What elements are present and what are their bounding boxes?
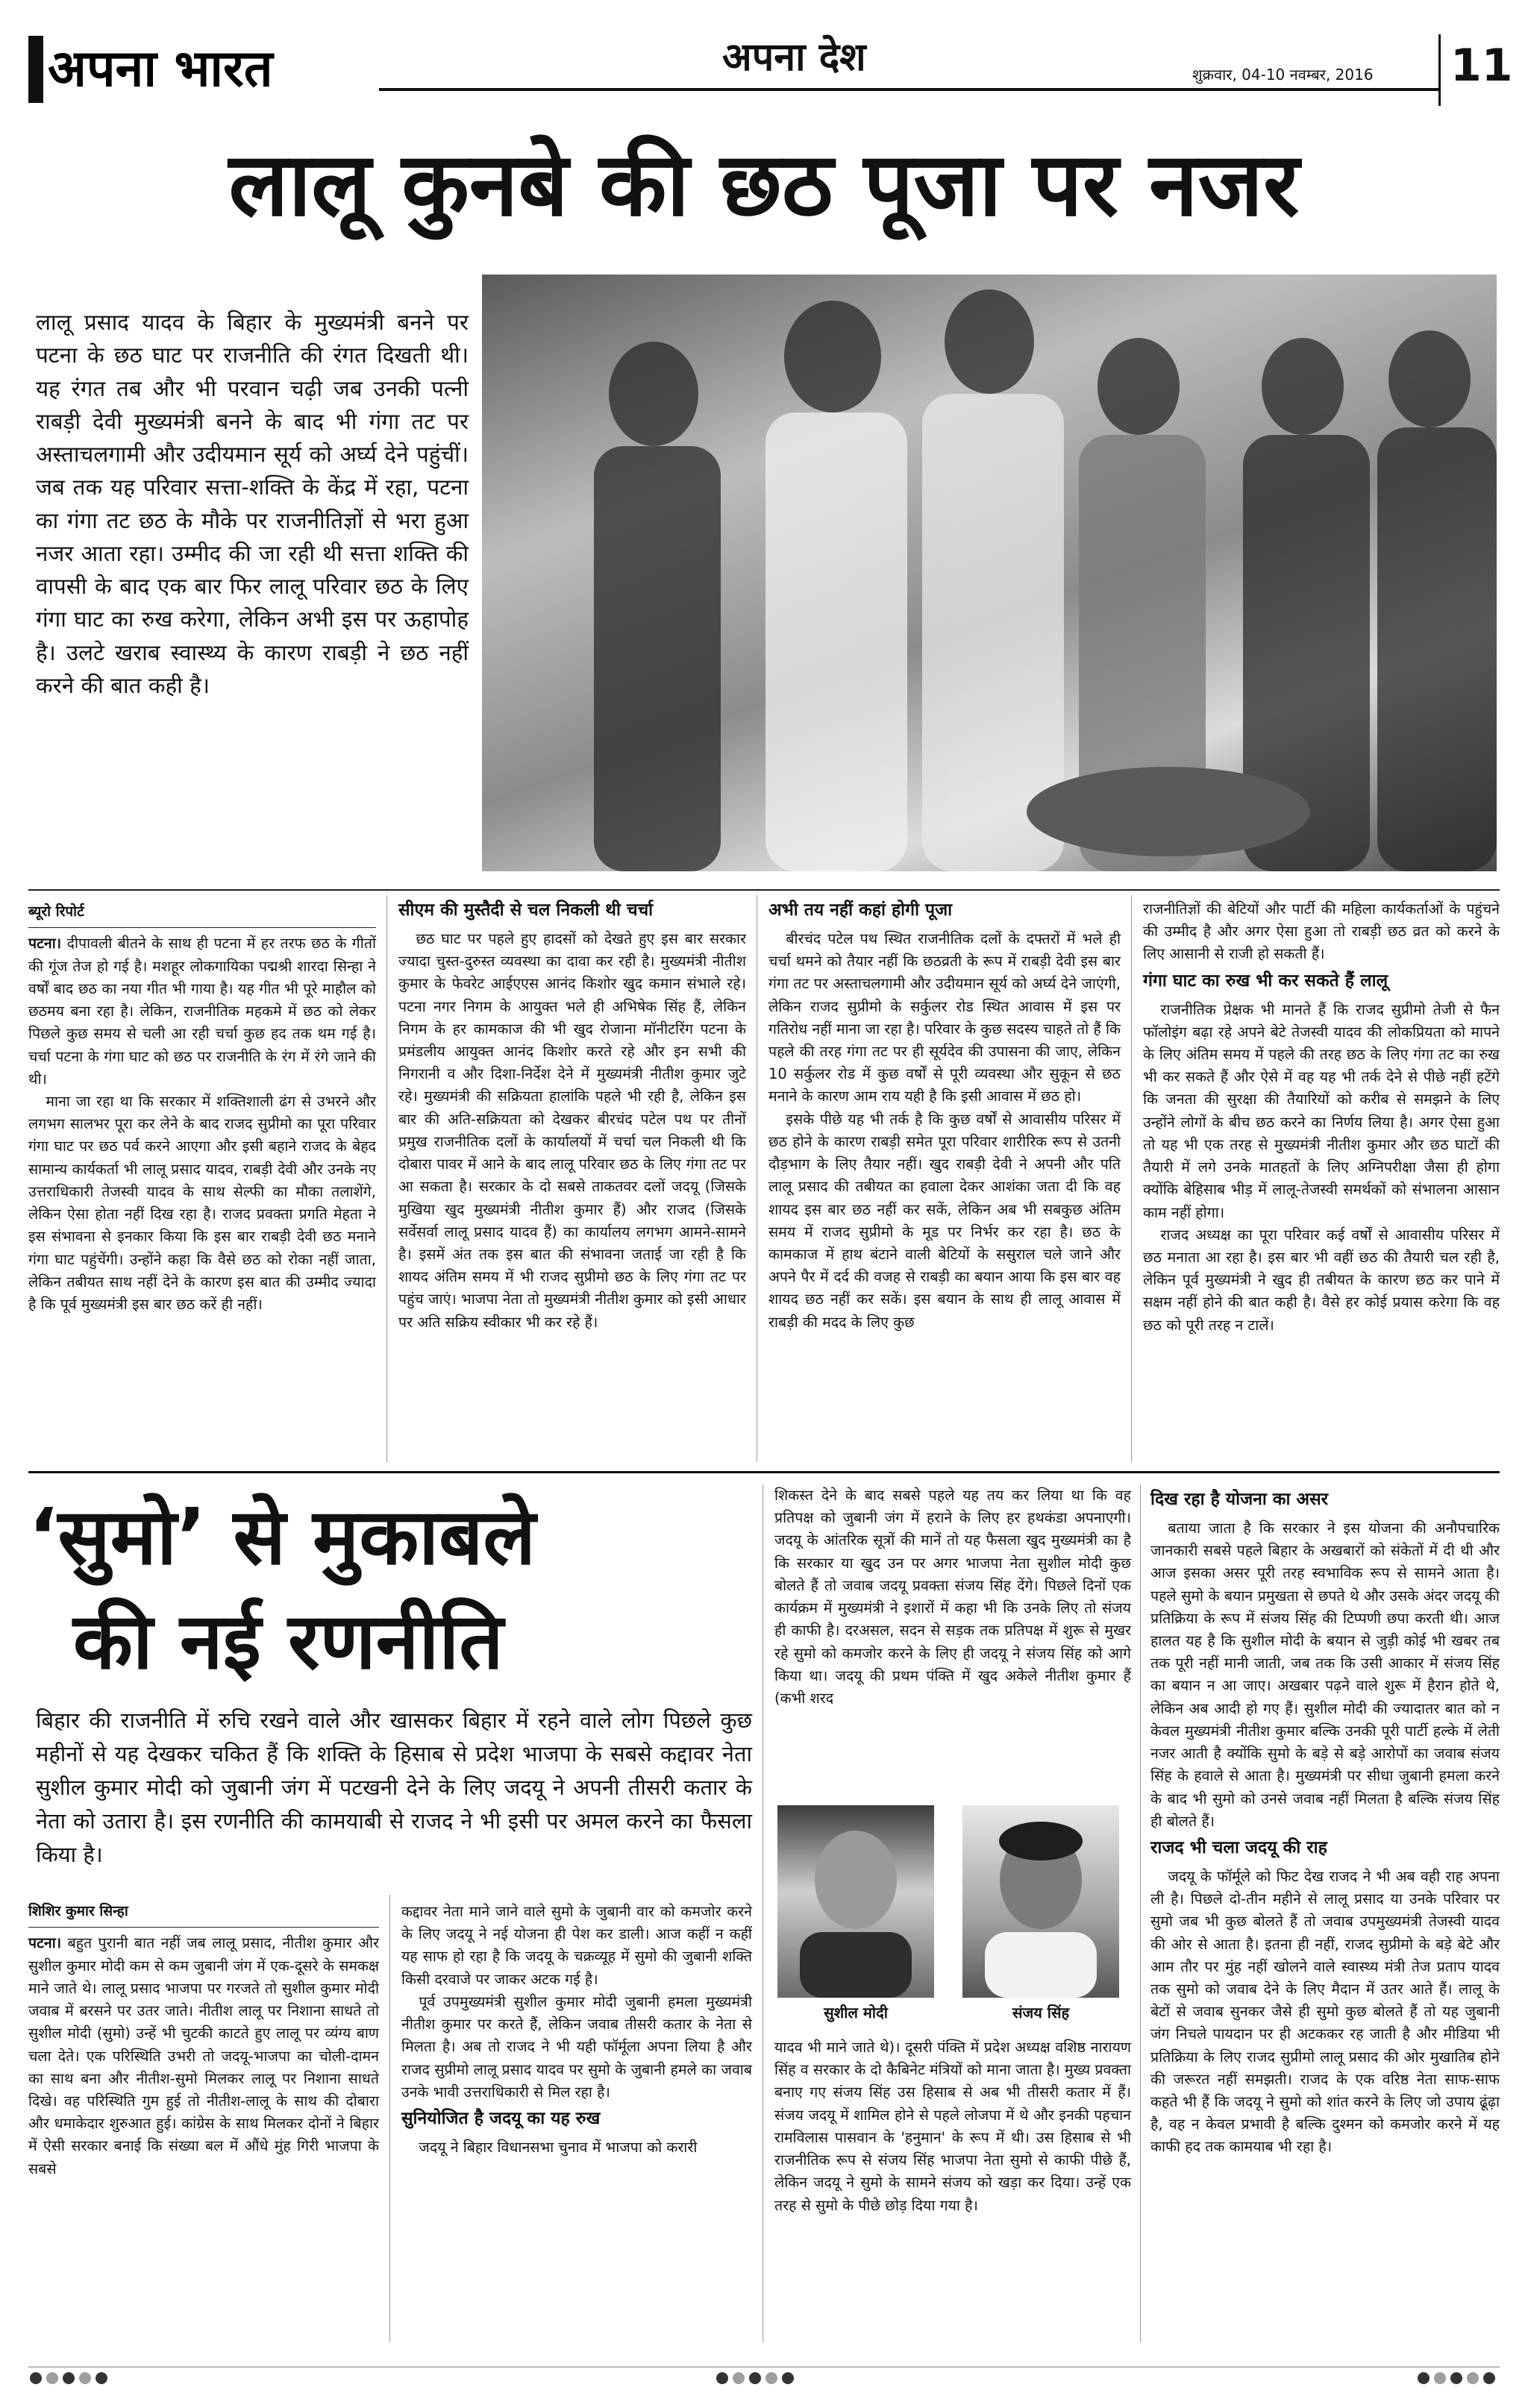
- subheading: राजद भी चला जदयू की राह: [1150, 1837, 1327, 1857]
- story2-column-2: [401, 1901, 752, 2159]
- footer-dot: [1467, 2372, 1479, 2384]
- story1-intro-text: लालू प्रसाद यादव के बिहार के मुख्यमंत्री बनने पर पटना के छठ घाट पर राजनीति की रंगत दिखती थी। यह रंगत तब और भी परवान चढ़ी जब उनकी पत्नी राबड़ी देवी मुख्यमंत्री बनने के बाद भी गंगा तट पर अस्ताचलगामी और उदीयमान सूर्य को अर्घ्य देने पहुंचीं। जब तक यह परिवार सत्ता-शक्ति के केंद्र में रहा, पटना का गंगा तट छठ के मौके पर राजनीतिज्ञों से भरा हुआ नजर आता रहा। उम्मीद की जा रही थी सत्ता शक्ति की वापसी के बाद एक बार फिर लालू परिवार छठ के लिए गंगा घाट का रुख करेगा, लेकिन अभी इस पर ऊहापोह है। उलटे खराब स्वास्थ्य के कारण राबड़ी ने छठ नहीं करने की बात कही है।: [36, 310, 469, 698]
- story2-intro-text: बिहार की राजनीति में रुचि रखने वाले और खासकर बिहार में रहने वाले लोग पिछले कुछ महीनों से यह देखकर चकित हैं कि शक्ति के हिसाब से प्रदेश भाजपा के सबसे कद्दावर नेता सुशील कुमार मोदी को जुबानी जंग में पटखनी देने के लिए जदयू ने अपनी तीसरी कतार के नेता को उतारा है। इस रणनीति की कामयाबी से राजद ने भी इसी पर अमल करने का फैसला किया है।: [36, 1708, 752, 1867]
- story1-intro: [36, 306, 469, 702]
- paragraph: माना जा रहा था कि सरकार में शक्तिशाली ढंग से उभरने और लगभग सालभर पूरा कर लेने के बाद राजद सुप्रीमो का पूरा परिवार गंगा घाट पर छठ पर्व करने आएगा और इसी बहाने राजद के बेहद सामान्य कार्यकर्ता भी लालू प्रसाद यादव, राबड़ी देवी और उनके नए उत्तराधिकारी तेजस्वी यादव के साथ सेल्फी का मौका तलाशेंगे, लेकिन ऐसा होता नहीं दिख रहा है। राजद प्रवक्ता प्रगति मेहता ने इस संभावना से इनकार किया कि इस बार राबड़ी देवी छठ मनाने गंगा घाट पहुंचेंगी। उन्होंने कहा कि वैसे छठ को रोका नहीं जाता, लेकिन तबीयत साथ नहीं देने के कारण इस बात की उम्मीद ज्यादा है कि पूर्व मुख्यमंत्री इस बार छठ करें ही नहीं।: [28, 1092, 376, 1313]
- page-number-divider: [1438, 34, 1441, 106]
- story2-column-4: [1150, 1484, 1500, 2159]
- page-number: 11: [1450, 40, 1513, 92]
- photo-illustration: [482, 275, 1497, 871]
- footer-rule: [28, 2366, 1500, 2368]
- subheading: सीएम की मुस्तैदी से चल निकली थी चर्चा: [398, 900, 654, 920]
- paragraph: बताया जाता है कि सरकार ने इस योजना की अनौपचारिक जानकारी सबसे पहले बिहार के अखबारों को संकेतों में दी थी और आज इसका असर पूरी तरह स्वभाविक रूप से सामने आता है। पहले सुमो के बयान प्रमुखता से छपते थे और उसके अंदर जदयू की प्रतिक्रिया के रूप में संजय सिंह की टिप्पणी छपा करती थी। आज हालत यह है कि सुशील मोदी के बयान से जुड़ी कोई भी खबर तब तक पूरी नहीं मानी जाती, जब तक कि उसी आकार में संजय सिंह का बयान न आ जाए। अखबार पढ़ने वाले शुरू में हैरान होते थे, लेकिन अब आदी हो गए हैं। सुशील मोदी की ज्यादातर बात को न केवल मुख्यमंत्री नीतीश कुमार बल्कि उनकी पूरी पार्टी हल्के में लेती नजर आती है क्योंकि सुमो के बड़े से बड़े आरोपों का जवाब संजय सिंह के हवाले से आता है। मुख्यमंत्री पर सीधा जुबानी हमला करने के बाद भी सुमो को उनसे जवाब नहीं मिलता है बल्कि संजय सिंह ही बोलते हैं।: [1150, 1519, 1500, 1830]
- sanjay-singh-photo: [962, 1805, 1119, 1998]
- brand-logo: अपना भारत: [48, 39, 273, 98]
- story2-byline: शिशिर कुमार सिन्हा: [28, 1901, 379, 1928]
- paragraph: बीरचंद पटेल पथ स्थित राजनीतिक दलों के दफ्तरों में भले ही चर्चा थमने को तैयार नहीं कि छठव्रती के रूप में राबड़ी देवी इस बार गंगा तट पर अस्ताचलगामी और उदीयमान सूर्य को अर्घ्य देने जाएंगी, लेकिन राजद सुप्रीमो के सर्कुलर रोड स्थित आवास में इस पर गतिरोध नहीं माना जा रहा है। परिवार के कुछ सदस्य चाहते तो हैं कि पहले की तरह गंगा तट पर ही सूर्यदेव की उपासना की जाए, लेकिन 10 सर्कुलर रोड में कुछ वर्षों से पूरी व्यवस्था और सुकून से छठ मनाने के कारण आम राय यही है कि इसी आवास में छठ हो।: [768, 929, 1121, 1106]
- sanjay-singh-caption: संजय सिंह: [1012, 2004, 1070, 2022]
- masthead-left-block: [28, 36, 43, 103]
- lalu-family-chhath-photo: [482, 275, 1497, 871]
- masthead-rule: [379, 88, 1438, 91]
- story1-column-3: [768, 895, 1121, 1334]
- story1-byline: ब्यूरो रिपोर्ट: [28, 901, 376, 928]
- story2-column-3-continued: [774, 2037, 1131, 2217]
- subheading: गंगा घाट का रुख भी कर सकते हैं लालू: [1143, 971, 1388, 991]
- column-divider: [389, 1895, 390, 2342]
- paragraph: राजनीतिक प्रेक्षक भी मानते हैं कि राजद सुप्रीमो तेजी से फैन फॉलोइंग बढ़ा रहे अपने बेटे तेजस्वी यादव की लोकप्रियता को मापने के लिए अंतिम समय में पहले की तरह छठ के लिए गंगा तट का रुख भी कर सकते हैं और ऐसे में वह यह भी तर्क देने से पीछे नहीं हटेंगे कि जनता की सुरक्षा की तैयारियों को करीब से समझने के लिए उन्होंने लोगों के बीच छठ करने का निर्णय लिया है। अगर ऐसा हुआ तो यह भी एक तरह से मुख्यमंत्री नीतीश कुमार और छठ घाटों की तैयारी में लगे उनके मातहतों के लिए अग्निपरीक्षा जैसा ही होगा क्योंकि बेहिसाब भीड़ में लालू-तेजस्वी समर्थकों को संभालना आसान काम नहीं होगा।: [1143, 1000, 1500, 1221]
- subheading: दिख रहा है योजना का असर: [1150, 1490, 1329, 1509]
- section-name: अपना देश: [722, 35, 866, 80]
- masthead: [28, 30, 1513, 109]
- paragraph: इसके पीछे यह भी तर्क है कि कुछ वर्षों से आवासीय परिसर में छठ होने के कारण राबड़ी समेत पूरा परिवार शारीरिक रूप से उतनी दौड़भाग के लिए तैयार नहीं। खुद राबड़ी देवी ने अपनी और पति लालू प्रसाद की तबीयत का हवाला देकर आशंका जता दी कि वह शायद इस बार छठ नहीं कर सकें, लेकिन अब भी सबकुछ अंतिम समय में राजद सुप्रीमो के मूड पर निर्भर कर रहा है। छठ के कामकाज में हाथ बंटाने वाली बेटियों के ससुराल चले जाने और अपने पैर में दर्द की वजह से राबड़ी का बयान आया कि इस बार वह शायद छठ नहीं कर सकें। इस बयान के साथ ही लालू आवास में राबड़ी की मदद के लिए कुछ: [768, 1110, 1121, 1331]
- footer-dot: [46, 2372, 58, 2384]
- paragraph: शिकस्त देने के बाद सबसे पहले यह तय कर लिया था कि वह प्रतिपक्ष को जुबानी जंग में हराने के लिए हर हथकंडा अपनाएगी। जदयू के आंतरिक सूत्रों की मानें तो यह फैसला खुद मुख्यमंत्री का है कि सरकार या खुद उन पर अगर भाजपा नेता सुशील मोदी कुछ बोलते हैं तो जवाब जदयू प्रवक्ता संजय सिंह देंगे। पिछले दिनों एक कार्यक्रम में मुख्यमंत्री ने इशारों में कहा भी कि उनके लिए तो संजय ही काफी है। दरअसल, सदन से सड़क तक प्रतिपक्ष में शुरू से मुखर रहे सुमो को कमजोर करने के लिए ही जदयू ने संजय सिंह को आगे किया था। जदयू की प्रथम पंक्ति में खुद अकेले नीतीश कुमार हैं (कभी शरद: [774, 1487, 1131, 1707]
- story1-column-4: [1143, 898, 1500, 1337]
- dateline: पटना।: [28, 935, 62, 953]
- paragraph: कद्दावर नेता माने जाने वाले सुमो के जुबानी वार को कमजोर करने के लिए जदयू ने नई योजना ही पेश कर डाली। आज कहीं न कहीं यह साफ हो रहा है कि जदयू के चक्रव्यूह में सुमो की जुबानी शक्ति किसी दरवाजे पर जाकर अटक गई है।: [401, 1903, 752, 1988]
- paragraph: यादव भी माने जाते थे)। दूसरी पंक्ति में प्रदेश अध्यक्ष वशिष्ठ नारायण सिंह व सरकार के दो कैबिनेट मंत्रियों को माना जाता है। मुख्य प्रवक्ता बनाए गए संजय सिंह उस हिसाब से अब भी तीसरी कतार में हैं। संजय जदयू में शामिल होने से पहले लोजपा में थे और इनकी पहचान रामविलास पासवान के 'हनुमान' के रूप में थी। उस हिसाब से भी राजनीतिक रूप से संजय सिंह भाजपा नेता सुमो से काफी पीछे हैं, लेकिन जदयू ने सुमो के सामने संजय को खड़ा कर दिया। उन्हें एक तरह से सुमो के पीछे छोड़ दिया गया है।: [774, 2039, 1131, 2214]
- story2-headline: [28, 1484, 760, 1693]
- dateline: पटना।: [28, 1934, 62, 1952]
- paragraph: राजद अध्यक्ष का पूरा परिवार कई वर्षों से आवासीय परिसर में छठ मनाता आ रहा है। इस बार भी वहीं छठ की तैयारी चल रही है, लेकिन पूर्व मुख्यमंत्री ने खुद ही तबीयत के कारण छठ कर पाने में सक्षम नहीं होने की बात कही है। वैसे हर कोई प्रयास करेगा कि वह छठ को पूरी तरह न टालें।: [1143, 1226, 1500, 1334]
- paragraph: जदयू के फॉर्मूले को फिट देख राजद ने भी अब वही राह अपना ली है। पिछले दो-तीन महीने से लालू प्रसाद या उनके परिवार पर सुमो जब भी कुछ बोलते हैं तो जवाब उपमुख्यमंत्री तेजस्वी यादव की ओर से आता है। इतना ही नहीं, राजद सुप्रीमो के बड़े बेटे और आम तौर पर मुंह नहीं खोलने वाले स्वास्थ्य मंत्री तेज प्रताप यादव तक सुमो को जवाब देने के लिए मैदान में उतर आते हैं। लालू के बेटों से जवाब सुनकर जैसे ही सुमो कुछ बोलते हैं तो यह जुबानी जंग निचले पायदान पर ही अटककर रह जाती है और मीडिया भी प्रतिक्रिया के लिए राजद सुप्रीमो लालू प्रसाद की ओर मुखातिब होने की जरूरत नहीं समझती। राजद के एक वरिष्ठ नेता साफ-साफ कहते भी हैं कि जदयू ने सुमो को शांत करने के लिए जो उपाय ढूंढ़ा है, वह न केवल प्रभावी है बल्कि दुश्मन को कमजोर करने में यह काफी हद तक कामयाब भी रहा है।: [1150, 1867, 1500, 2156]
- subheading: सुनियोजित है जदयू का यह रुख: [401, 2108, 601, 2128]
- footer-dot: [30, 2372, 42, 2384]
- footer-dots-left: [30, 2372, 112, 2387]
- story2-intro: [36, 1704, 752, 1872]
- footer-dot: [96, 2372, 107, 2384]
- footer-dot: [1483, 2372, 1495, 2384]
- footer-dot: [765, 2372, 777, 2384]
- footer-dot: [733, 2372, 745, 2384]
- footer-dot: [63, 2372, 75, 2384]
- story1-top-rule: [28, 889, 1500, 891]
- paragraph: बहुत पुरानी बात नहीं जब लालू प्रसाद, नीतीश कुमार और सुशील कुमार मोदी कम से कम जुबानी जंग में एक-दूसरे के समकक्ष माने जाते थे। लालू प्रसाद भाजपा पर गरजते तो सुशील कुमार मोदी जवाब में बरसने पर उतर जाते। नीतीश लालू पर निशाना साधते तो सुशील मोदी (सुमो) उन्हें भी चुटकी काटते हुए लालू पर व्यंग्य बाण चला देते। एक परिस्थिति उभरी तो जदयू-भाजपा का चोली-दामन का साथ बना और नीतीश-सुमो मिलकर लालू पर निशाना साधते दिखे। वह परिस्थिति गुम हुई तो नीतीश-लालू के साथ की दोबारा और धमाकेदार शुरुआत हुई। कांग्रेस के साथ मिलकर दोनों ने बिहार में ऐसी सरकार बनाई कि संख्या बल में औंधे मुंह गिरी भाजपा के सबसे: [28, 1934, 379, 2177]
- story1-column-1: [28, 901, 376, 1316]
- paragraph: दीपावली बीतने के साथ ही पटना में हर तरफ छठ के गीतों की गूंज तेज हो गई है। मशहूर लोकगायिका पद्मश्री शारदा सिन्हा ने वर्षों बाद छठ का नया गीत भी गाया है। यह गीत भी पूरे माहौल को छठमय बना रहा है। लेकिन, राजनीतिक महकमे में छठ को लेकर पिछले कुछ समय से चली आ रही चर्चा कुछ हद तक थम गई है। चर्चा पटना के गंगा घाट को छठ पर राजनीति के रंग में रंगे जाने की थी।: [28, 935, 377, 1088]
- paragraph: राजनीतिज्ञों की बेटियों और पार्टी की महिला कार्यकर्ताओं के पहुंचने की उम्मीद है और अगर ऐसा हुआ तो राबड़ी छठ व्रत को करने के लिए आसानी से राजी हो सकती हैं।: [1143, 900, 1500, 963]
- footer-dot: [782, 2372, 794, 2384]
- paragraph: छठ घाट पर पहले हुए हादसों को देखते हुए इस बार सरकार ज्यादा चुस्त-दुरुस्त व्यवस्था का दावा कर रही है। मुख्यमंत्री नीतीश कुमार के फेवरेट आईएएस आनंद किशोर खुद कमान संभाले रहे। पटना नगर निगम के आयुक्त भले ही अभिषेक सिंह हैं, लेकिन निगम के हर कामकाज की भी खुद रोजाना मॉनीटरिंग पटना के प्रमंडलीय आयुक्त आनंद किशोर करते रहे और इन सभी की निगरानी व और दिशा-निर्देश देने में मुख्यमंत्री नीतीश कुमार जुटे रहे। मुख्यमंत्री की सक्रियता हालांकि पहले भी रही है, लेकिन इस बार की अति-सक्रियता को देखकर बीरचंद पटेल पथ पर तीनों प्रमुख राजनीतिक दलों के कार्यालयों में चर्चा चल निकली थी कि दोबारा पावर में आने के बाद लालू परिवार छठ के लिए गंगा तट पर आ सकता है। सरकार के दो सबसे ताकतवर दलों जदयू (जिसके मुखिया खुद मुख्यमंत्री नीतीश कुमार हैं) और राजद (जिसके सर्वेसर्वा लालू प्रसाद यादव हैं) का कार्यालय लगभग आमने-सामने है। इसमें अंत तक इस बात की संभावना जताई जा रही है कि शायद अंतिम समय में भी राजद सुप्रीमो छठ के लिए गंगा तट पर पहुंच जाएं। भाजपा नेता तो मुख्यमंत्री नीतीश कुमार को इसी आधार पर अति सक्रिय स्वीकार भी कर रहे हैं।: [398, 929, 746, 1331]
- footer-dot: [749, 2372, 761, 2384]
- footer-dots-center: [716, 2372, 798, 2387]
- story2-headline-line-1: ‘सुमो’ से मुकाबले: [28, 1491, 536, 1582]
- subheading: अभी तय नहीं कहां होगी पूजा: [768, 900, 953, 920]
- issue-date: शुक्रवार, 04-10 नवम्बर, 2016: [1192, 66, 1374, 84]
- footer-dot: [716, 2372, 728, 2384]
- paragraph: जदयू ने बिहार विधानसभा चुनाव में भाजपा को करारी: [419, 2138, 698, 2156]
- paragraph: पूर्व उपमुख्यमंत्री सुशील कुमार मोदी जुबानी हमला मुख्यमंत्री नीतीश कुमार पर करते हैं, लेकिन जवाब तीसरी कतार के नेता से मिलता है। अब तो राजद ने भी यही फॉर्मूला अपना लिया है और राजद सुप्रीमो लालू प्रसाद यादव पर सुमो के जुबानी हमले का जवाब उनके भावी उत्तराधिकारी से मिल रहा है।: [401, 1992, 752, 2101]
- footer-dots-right: [1418, 2372, 1500, 2387]
- story-separator-rule: [28, 1471, 1500, 1473]
- footer-dot: [1418, 2372, 1430, 2384]
- footer-dot: [79, 2372, 91, 2384]
- footer-dot: [1434, 2372, 1446, 2384]
- story2-column-1: [28, 1901, 379, 2180]
- column-divider: [1131, 895, 1132, 1462]
- portrait-illustration: [777, 1805, 934, 1998]
- column-divider: [386, 895, 387, 1462]
- story2-headline-line-2: की नई रणनीति: [73, 1596, 504, 1687]
- portrait-illustration: [962, 1805, 1119, 1998]
- sushil-modi-photo: [777, 1805, 934, 1998]
- story2-column-3: [774, 1484, 1131, 1710]
- story1-headline: लालू कुनबे की छठ पूजा पर नजर: [228, 133, 1300, 236]
- footer-dot: [1450, 2372, 1462, 2384]
- sushil-modi-caption: सुशील मोदी: [824, 2004, 888, 2022]
- story1-column-2: [398, 895, 746, 1334]
- column-divider: [1140, 1484, 1141, 2342]
